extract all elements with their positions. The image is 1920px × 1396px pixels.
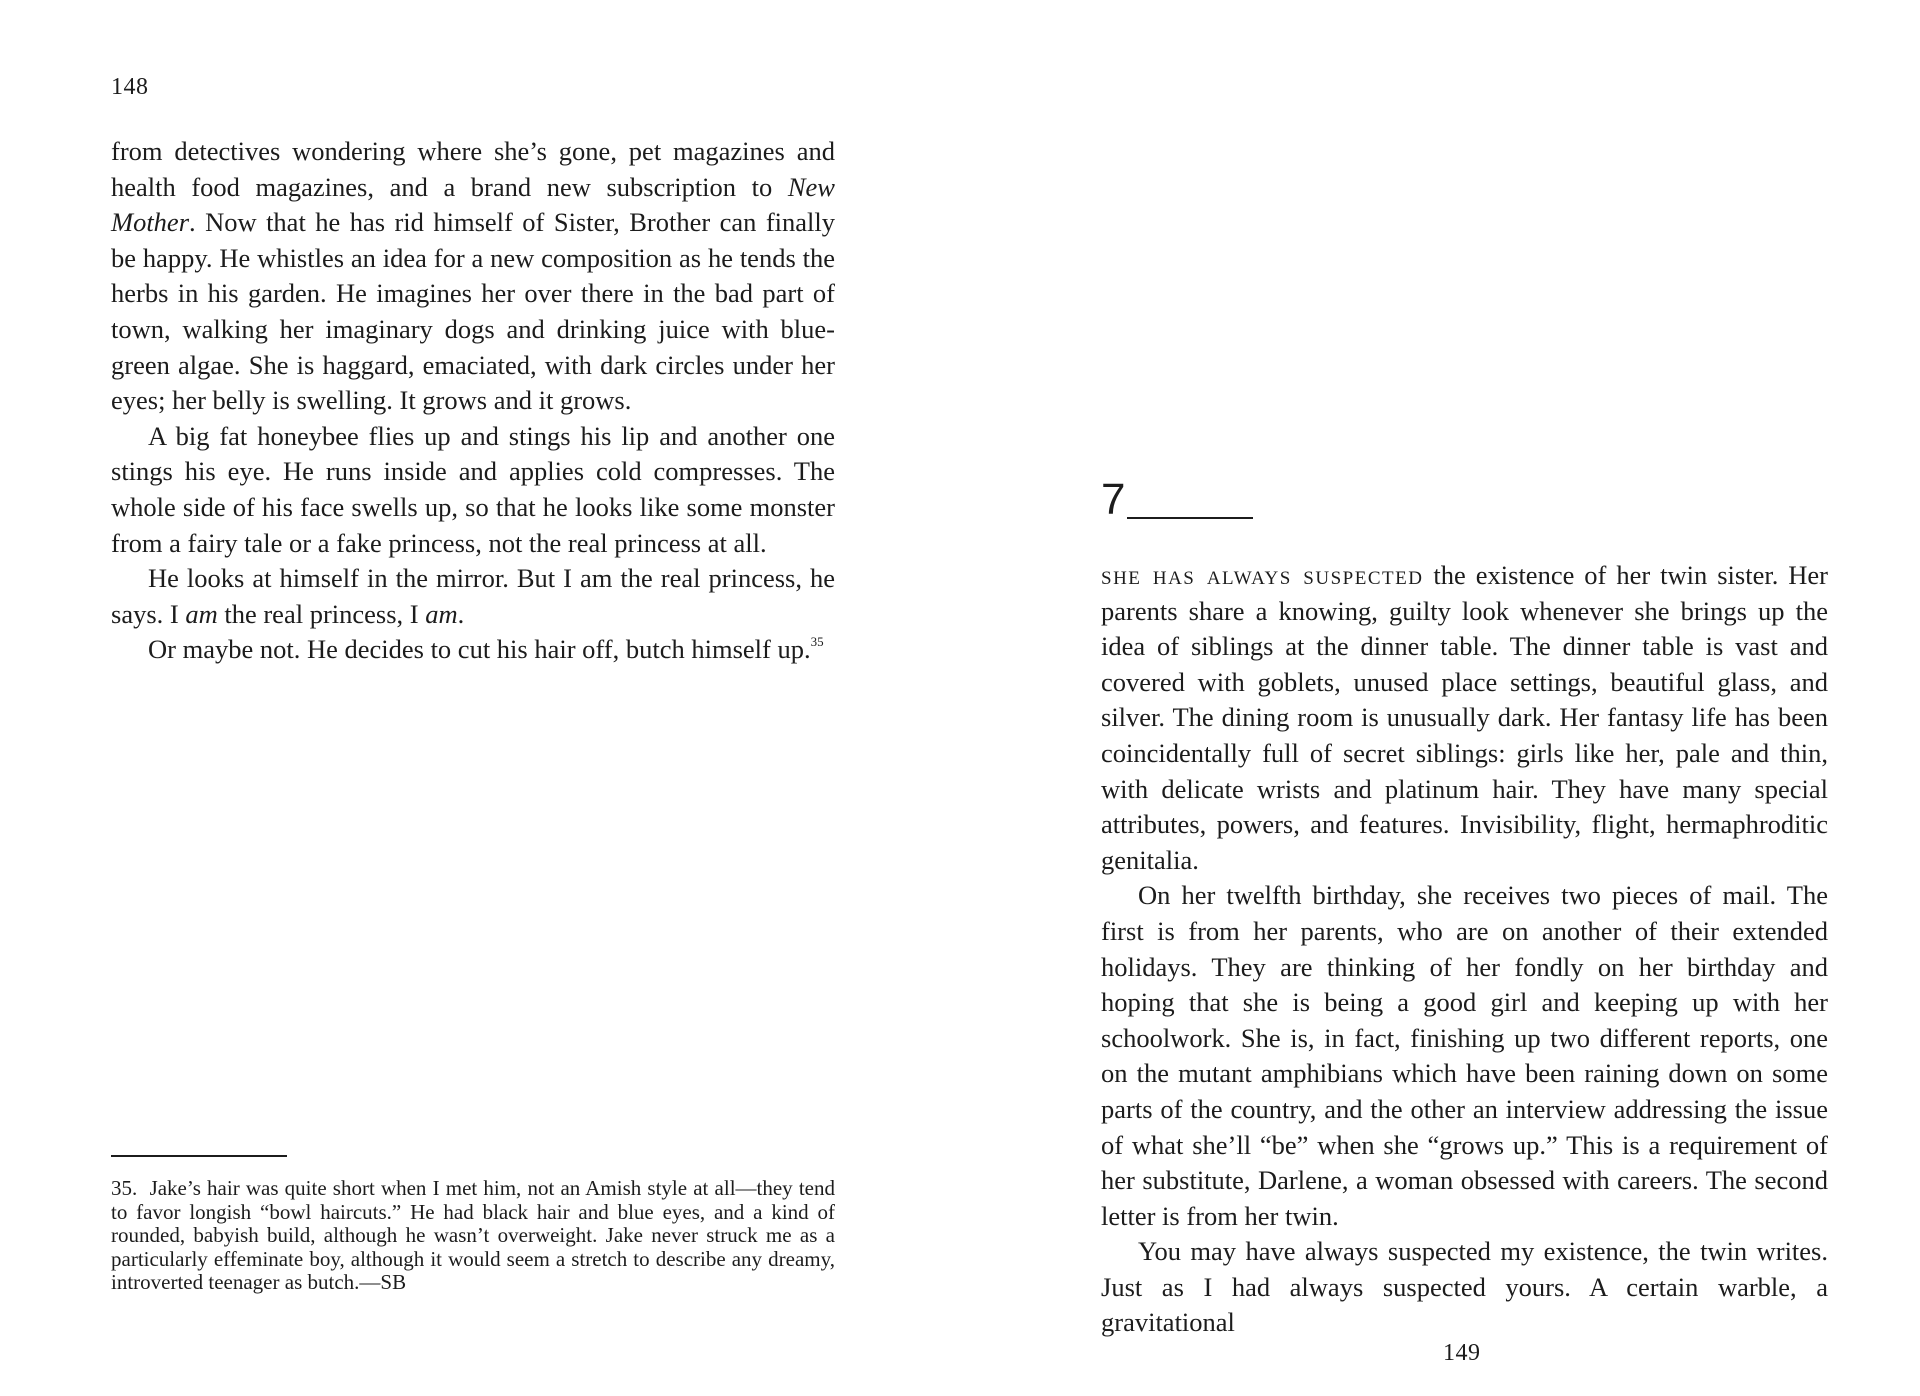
page-number-left: 148 bbox=[111, 74, 149, 100]
paragraph: You may have always suspected my existence, the twin writes. Just as I had always suspected yours. A certain warble, a gravitational bbox=[1101, 1236, 1828, 1338]
text-segment: the existence of her twin sister. Her parents share a knowing, guilty look whenever she brings up the idea of siblings at the dinner table. The dinner table is vast and covered with goblets, unused place settings, beautiful glass, and silver. The dining room is unusually dark. Her fantasy life has been coincidentally full of secret siblings: girls like her, pale and thin, with delicate wrists and platinum hair. They have many special attributes, powers, and features. Invisibility, flight, hermaphroditic genitalia. bbox=[1101, 560, 1829, 875]
italic-emphasis: am bbox=[185, 598, 218, 629]
paragraph bbox=[111, 561, 835, 632]
paragraph: A big fat honeybee flies up and stings his lip and another one stings his eye. He runs inside and applies cold compresses. The whole side of his face swells up, so that he looks like some monster from a fairy tale or a fake princess, not the real princess at all. bbox=[111, 420, 835, 558]
right-page-body bbox=[1101, 558, 1828, 1341]
paragraph bbox=[111, 134, 835, 419]
text-segment: Or maybe not. He decides to cut his hair off, butch himself up. bbox=[148, 634, 811, 665]
chapter-heading bbox=[1101, 472, 1253, 522]
footnote-number: 35. bbox=[111, 1176, 138, 1200]
italic-title: New Mother bbox=[111, 171, 835, 238]
chapter-rule bbox=[1127, 517, 1253, 519]
text-segment: the real princess, I bbox=[217, 598, 426, 629]
text-segment: from detectives wondering where she’s gone, pet magazines and health food magazines, and a brand new subscription to bbox=[111, 136, 835, 202]
left-page-body bbox=[111, 134, 835, 668]
page-number-right: 149 bbox=[1443, 1340, 1481, 1366]
text-segment: . Now that he has rid himself of Sister, Brother can finally be happy. He whistles an idea for a new composition as he tends the herbs in his garden. He imagines her over there in the bad part of town, walking her imaginary dogs and drinking juice with blue-green algae. She is haggard, emaciated, with dark circles under her eyes; her belly is swelling. It grows and it grows. bbox=[111, 207, 835, 416]
paragraph: On her twelfth birthday, she receives two pieces of mail. The first is from her parents, who are on another of their extended holidays. They are thinking of her fondly on her birthday and hoping that she is being a good girl and keeping up with her schoolwork. She is, in fact, finishing up two different reports, one on the mutant amphibians which have been raining down on some parts of the country, and the other an interview addressing the issue of what she’ll “be” when she “grows up.” This is a requirement of her substitute, Darlene, a woman obsessed with careers. The second letter is from her twin. bbox=[1101, 880, 1828, 1231]
footnote bbox=[111, 1177, 835, 1295]
chapter-number: 7 bbox=[1101, 475, 1126, 524]
text-segment: . bbox=[457, 598, 465, 629]
text-segment: He looks at himself in the mirror. But I am the real princess, he says. I bbox=[111, 563, 835, 629]
footnote-body: Jake’s hair was quite short when I met him, not an Amish style at all—they tend to favor longish “bowl haircuts.” He had black hair and blue eyes, and a kind of rounded, babyish build, although he wasn’t overweight. Jake never struck me as a particularly effeminate boy, although it would seem a stretch to describe any dreamy, introverted teenager as butch.—SB bbox=[111, 1176, 835, 1294]
paragraph bbox=[111, 632, 835, 668]
footnote-reference[interactable]: 35 bbox=[810, 634, 824, 650]
paragraph bbox=[1101, 558, 1828, 878]
footnote-text bbox=[111, 1177, 835, 1295]
chapter-opening-smallcaps: she has always suspected bbox=[1101, 560, 1424, 590]
italic-emphasis: am bbox=[425, 598, 458, 629]
footnote-divider bbox=[111, 1155, 287, 1157]
